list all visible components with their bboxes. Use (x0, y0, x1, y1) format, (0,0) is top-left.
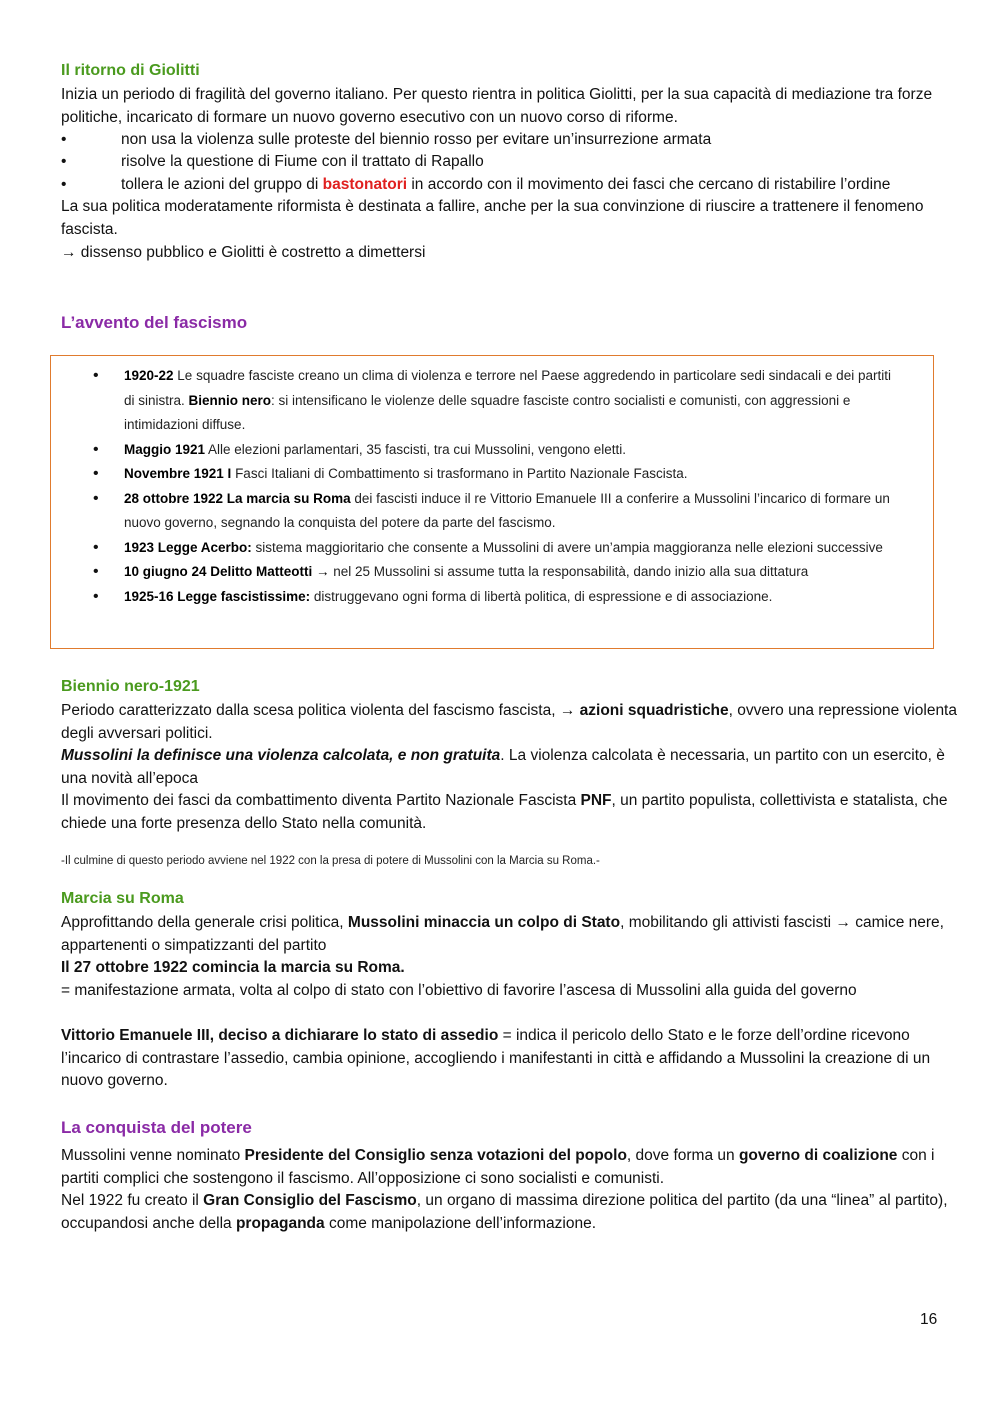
timeline-date: 28 ottobre 1922 La marcia su Roma (124, 490, 351, 506)
bold-text: governo di coalizione (738, 1147, 898, 1164)
paragraph-text: , mobilitando gli attivisti fascisti (620, 914, 836, 931)
arrow-icon: → (559, 702, 576, 719)
timeline-item (93, 585, 893, 610)
timeline-text: distruggevano ogni forma di libertà politica, di espressione e di associazione. (310, 588, 773, 604)
paragraph (61, 745, 966, 790)
section-title-biennio-nero: Biennio nero-1921 (61, 678, 200, 695)
paragraph-text: , dove forma un (626, 1147, 739, 1164)
timeline-text: Le squadre fasciste creano un clima di violenza e terrore nel Paese aggredendo in particolare sedi sindacali e dei partiti di sinistra. (124, 368, 891, 408)
timeline-list (93, 364, 893, 609)
paragraph (61, 1145, 966, 1190)
paragraph-text: Periodo caratterizzato dalla scesa politica violenta del fascismo fascista, (61, 702, 560, 719)
list-item (61, 174, 971, 196)
timeline-text: sistema maggioritario che consente a Mussolini di avere un’ampia maggioranza nelle elezioni successive (251, 539, 883, 555)
paragraph (61, 1025, 966, 1093)
timeline-text: : si intensificano le violenze delle squadre fasciste contro socialisti e comunisti, con aggressioni e intimidazioni diffuse. (124, 392, 851, 432)
timeline-text: nel 25 Mussolini si assume tutta la responsabilità, dando inizio alla sua dittatura (329, 564, 809, 579)
bullet: • (61, 153, 67, 170)
bold-text: Presidente del Consiglio senza votazioni del popolo (244, 1147, 627, 1164)
paragraph-text: , un partito populista, collettivista e statalista, che chiede una forte presenza dello Stato nella comunità. (61, 792, 948, 832)
paragraph-text: = indica il pericolo dello Stato e le forze dell’ordine ricevono l’incarico di contrastare l’assedio, cambia opinione, accogliendo i manifestanti in città e affidando a Mussolini la creazione di un nuovo governo. (61, 1027, 931, 1089)
paragraph-text: camice nere, appartenenti o simpatizzanti del partito (61, 914, 944, 954)
timeline-text: dei fascisti induce il re Vittorio Emanuele III a conferire a Mussolini l’incarico di formare un nuovo governo, segnando la conquista del potere da parte del fascismo. (124, 490, 890, 530)
list-item-text: in accordo con il movimento dei fasci che cercano di ristabilire l’ordine (407, 176, 891, 193)
paragraph-text: , un organo di massima direzione politica del partito (da una “linea” al partito), occupandosi anche della (61, 1192, 948, 1232)
paragraph-text: Mussolini venne nominato (61, 1147, 245, 1164)
list-item (61, 129, 971, 151)
paragraph (61, 700, 966, 745)
paragraph-text: Nel 1922 fu creato il (61, 1192, 204, 1209)
bold-text: Mussolini minaccia un colpo di Stato (347, 914, 621, 931)
bold-text: propaganda (235, 1214, 325, 1232)
bold-text: Il 27 ottobre 1922 comincia la marcia su Roma. (61, 959, 405, 976)
paragraph-text: dissenso pubblico e Giolitti è costretto a dimettersi (76, 244, 426, 261)
timeline-date: 1925-16 Legge fascistissime: (124, 588, 311, 604)
arrow-icon: → (61, 244, 77, 261)
list-item-text: tollera le azioni del gruppo di (121, 176, 323, 193)
section-title-marcia: Marcia su Roma (61, 890, 184, 907)
timeline-text: Fasci Italiani di Combattimento si trasformano in Partito Nazionale Fascista. (231, 466, 688, 481)
timeline-item (93, 560, 893, 585)
paragraph: La sua politica moderatamente riformista è destinata a fallire, anche per la sua convinzione di riuscire a trattenere il fenomeno fascista. (61, 198, 924, 238)
timeline-date: 10 giugno 24 Delitto Matteotti → (124, 564, 330, 579)
section-title-avvento: L’avvento del fascismo (61, 313, 248, 332)
paragraph: = manifestazione armata, volta al colpo di stato con l’obiettivo di favorire l’ascesa di Mussolini alla guida del governo (61, 982, 857, 999)
timeline-item (93, 438, 893, 463)
timeline-item (93, 462, 893, 487)
paragraph (61, 790, 966, 835)
bullet: • (61, 176, 67, 193)
paragraph-text: . La violenza calcolata è necessaria, un partito con un esercito, è una novità all’epoca (61, 747, 945, 787)
bold-text: azioni squadristiche (579, 702, 729, 719)
section-title-giolitti: Il ritorno di Giolitti (61, 62, 200, 79)
paragraph (61, 912, 966, 957)
paragraph-text: come manipolazione dell’informazione. (324, 1214, 597, 1232)
bold-text: Gran Consiglio del Fascismo (203, 1192, 417, 1209)
paragraph (61, 1190, 966, 1235)
highlight-text: bastonatori (322, 176, 408, 193)
page-number: 16 (920, 1311, 938, 1328)
timeline-date: Novembre 1921 I (124, 466, 232, 481)
timeline-text: Alle elezioni parlamentari, 35 fascisti, tra cui Mussolini, vengono eletti. (205, 441, 626, 457)
timeline-item (93, 536, 893, 561)
arrow-icon: → (835, 914, 851, 931)
list-item-text: risolve la questione di Fiume con il trattato di Rapallo (121, 153, 484, 170)
bold-text: PNF (580, 792, 612, 809)
paragraph-text: Il movimento dei fasci da combattimento diventa Partito Nazionale Fascista (61, 792, 581, 809)
timeline-date: 1923 Legge Acerbo: (124, 539, 252, 555)
timeline-date: Maggio 1921 (124, 441, 206, 457)
timeline-item (93, 364, 893, 438)
bullet: • (61, 131, 67, 148)
note-text: -Il culmine di questo periodo avviene nel 1922 con la presa di potere di Mussolini con la Marcia su Roma.- (61, 855, 600, 867)
timeline-item (93, 487, 893, 536)
paragraph-text: con i partiti complici che sostengono il fascismo. All’opposizione ci sono socialisti e comunisti. (61, 1147, 935, 1187)
paragraph: Inizia un periodo di fragilità del governo italiano. Per questo rientra in politica Giolitti, per la sua capacità di mediazione tra forze politiche, incaricato di formare un nuovo governo esecutivo con un nuovo corso di riforme. (61, 86, 933, 126)
paragraph (61, 957, 966, 980)
bold-text: Vittorio Emanuele III, deciso a dichiarare lo stato di assedio (61, 1027, 499, 1044)
timeline-box (50, 355, 934, 649)
paragraph-text: Approfittando della generale crisi politica, (61, 914, 348, 931)
bold-italic-text: Mussolini la definisce una violenza calcolata, e non gratuita (61, 747, 501, 764)
paragraph (61, 242, 966, 265)
paragraph-text: , ovvero una repressione violenta degli avversari politici. (61, 702, 957, 742)
timeline-date: 1920-22 (124, 368, 174, 383)
list-item-text: non usa la violenza sulle proteste del biennio rosso per evitare un’insurrezione armata (121, 131, 712, 148)
list-item (61, 151, 971, 173)
section-title-conquista: La conquista del potere (61, 1118, 252, 1137)
timeline-keyword: Biennio nero (188, 392, 272, 408)
